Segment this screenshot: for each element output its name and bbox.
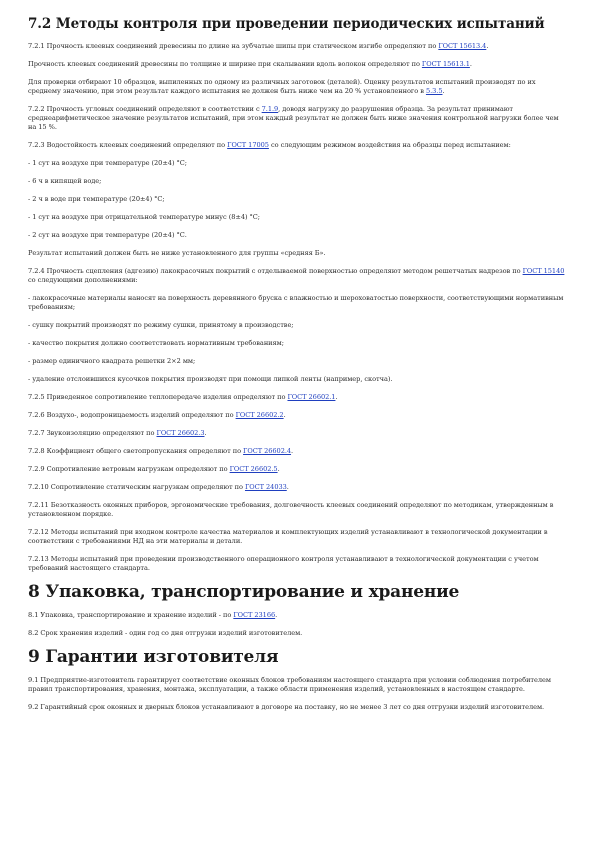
paragraph-text: , доводя нагрузку до разрушения образца. За результат принимают среднеарифметическое значение результатов испытаний, при этом каждый результат не должен быть ниже значения контрольной нагрузки более чем на 15 %.: [28, 105, 559, 131]
standard-reference-link[interactable]: ГОСТ 17005: [227, 141, 269, 149]
paragraph: [28, 339, 568, 348]
paragraph: [28, 249, 568, 258]
paragraph-text: - 2 ч в воде при температуре (20±4) °С;: [28, 195, 165, 203]
paragraph: [28, 141, 568, 150]
paragraph-text: .: [291, 447, 294, 455]
paragraph-text: .: [204, 429, 207, 437]
paragraph-text: 7.2.5 Приведенное сопротивление теплопередаче изделия определяют по: [28, 393, 288, 401]
paragraph: [28, 528, 568, 546]
standard-reference-link[interactable]: ГОСТ 26602.4: [243, 447, 292, 455]
paragraph-text: 7.2.7 Звукоизоляцию определяют по: [28, 429, 157, 437]
paragraph: [28, 267, 568, 285]
paragraph-text: - удаление отслоившихся кусочков покрытия производят при помощи липкой ленты (например, скотча).: [28, 375, 393, 383]
paragraph-text: .: [442, 87, 445, 95]
paragraph: [28, 429, 568, 438]
section-heading-7-2: 7.2 Методы контроля при проведении периодических испытаний: [28, 16, 545, 32]
paragraph: [28, 231, 568, 240]
paragraph-text: .: [283, 411, 286, 419]
paragraph-text: 7.2.11 Безотказность оконных приборов, эргономические требования, долговечность клеевых соединений определяют по методикам, утвержденным в установленном порядке.: [28, 501, 554, 518]
paragraph: [28, 321, 568, 330]
paragraph: [28, 703, 568, 712]
paragraph-text: 7.2.10 Сопротивление статическим нагрузкам определяют по: [28, 483, 245, 491]
standard-reference-link[interactable]: ГОСТ 24033: [244, 483, 287, 491]
standard-reference-link[interactable]: ГОСТ 23166: [233, 611, 276, 619]
paragraph-text: Для проверки отбирают 10 образцов, выпиленных по одному из различных заготовок (деталей). Оценку результатов испытаний производят по их среднему значению, при этом результат каждого испытания не должен быть ниже чем на 20 % установленного в: [28, 78, 536, 95]
paragraph: [28, 555, 568, 573]
paragraph: [28, 105, 568, 132]
paragraph: [28, 447, 568, 456]
paragraph-text: Прочность клеевых соединений древесины по толщине и ширине при скалывании вдоль волокон определяют по: [28, 60, 422, 68]
paragraph-text: - сушку покрытий производят по режиму сушки, принятому в производстве;: [28, 321, 294, 329]
paragraph-text: - лакокрасочные материалы наносят на поверхность деревянного бруска с влажностью и шероховатостью поверхности, соответствующими нормативным требованиям;: [28, 294, 564, 311]
paragraph: [28, 177, 568, 186]
chapter-heading-8: 8 Упаковка, транспортирование и хранение: [28, 582, 460, 602]
paragraph-text: .: [335, 393, 338, 401]
paragraph: [28, 393, 568, 402]
paragraph: [28, 501, 568, 519]
standard-reference-link[interactable]: ГОСТ 26602.2: [235, 411, 284, 419]
paragraph-text: со следующими дополнениями:: [28, 276, 138, 284]
paragraph: [28, 611, 568, 620]
chapter-heading-9: 9 Гарантии изготовителя: [28, 647, 279, 667]
standard-reference-link[interactable]: ГОСТ 15613.1: [421, 60, 470, 68]
standard-reference-link[interactable]: 7.1.9: [261, 105, 279, 113]
paragraph-text: 7.2.2 Прочность угловых соединений определяют в соответствии с: [28, 105, 262, 113]
paragraph: [28, 213, 568, 222]
paragraph-text: 7.2.1 Прочность клеевых соединений древесины по длине на зубчатые шипы при статическом изгибе определяют по: [28, 42, 439, 50]
paragraph-text: Результат испытаний должен быть не ниже установленного для группы «средняя Б».: [28, 249, 326, 257]
paragraph-text: 7.2.3 Водостойкость клеевых соединений определяют по: [28, 141, 228, 149]
standard-reference-link[interactable]: ГОСТ 26602.3: [156, 429, 205, 437]
paragraph: [28, 483, 568, 492]
standard-reference-link[interactable]: ГОСТ 26602.5: [229, 465, 278, 473]
paragraph-text: 9.1 Предприятие-изготовитель гарантирует соответствие оконных блоков требованиям настоящего стандарта при условии соблюдения потребителем правил транспортирования, хранения, монтажа, эксплуатации, а также области применения изделий, установленных в настоящем стандарте.: [28, 676, 551, 693]
standard-reference-link[interactable]: 5.3.5: [425, 87, 443, 95]
paragraph: [28, 159, 568, 168]
standard-reference-link[interactable]: ГОСТ 26602.1: [287, 393, 336, 401]
paragraph: [28, 465, 568, 474]
paragraph-text: 7.2.13 Методы испытаний при проведении производственного операционного контроля устанавливают в технологической документации с учетом требований настоящего стандарта.: [28, 555, 539, 572]
paragraph: [28, 676, 568, 694]
paragraph-text: .: [277, 465, 280, 473]
standard-reference-link[interactable]: ГОСТ 15613.4: [438, 42, 487, 50]
standard-reference-link[interactable]: ГОСТ 15140: [522, 267, 565, 275]
paragraph-text: 8.1 Упаковка, транспортирование и хранение изделий - по: [28, 611, 234, 619]
paragraph: [28, 60, 568, 69]
paragraph-text: - 6 ч в кипящей воде;: [28, 177, 102, 185]
paragraph-text: - качество покрытия должно соответствовать нормативным требованиям;: [28, 339, 284, 347]
paragraph-text: 7.2.4 Прочность сцепления (адгезию) лакокрасочных покрытий с отделываемой поверхностью определяют методом решетчатых надрезов по: [28, 267, 523, 275]
paragraph-text: .: [486, 42, 489, 50]
paragraph: [28, 629, 568, 638]
paragraph-text: .: [469, 60, 472, 68]
paragraph: [28, 294, 568, 312]
paragraph-text: 7.2.12 Методы испытаний при входном контроле качества материалов и комплектующих изделий устанавливают в технологической документации в соответствии с требованиями НД на эти материалы и детали.: [28, 528, 548, 545]
paragraph-text: 9.2 Гарантийный срок оконных и дверных блоков устанавливают в договоре на поставку, но не менее 3 лет со дня отгрузки изделий изготовителем.: [28, 703, 545, 711]
paragraph-text: - 1 сут на воздухе при отрицательной температуре минус (8±4) °С;: [28, 213, 260, 221]
paragraph-text: - 1 сут на воздухе при температуре (20±4) °С;: [28, 159, 187, 167]
paragraph-text: - размер единичного квадрата решетки 2×2 мм;: [28, 357, 196, 365]
paragraph-text: .: [275, 611, 278, 619]
paragraph-text: 7.2.9 Сопротивление ветровым нагрузкам определяют по: [28, 465, 230, 473]
paragraph: [28, 195, 568, 204]
section-7-2-body: [28, 42, 568, 573]
document-page: [28, 10, 568, 721]
paragraph: [28, 42, 568, 51]
paragraph-text: .: [286, 483, 289, 491]
paragraph-text: 8.2 Срок хранения изделий - один год со дня отгрузки изделий изготовителем.: [28, 629, 303, 637]
paragraph: [28, 357, 568, 366]
paragraph: [28, 375, 568, 384]
section-9-body: [28, 676, 568, 712]
paragraph: [28, 411, 568, 420]
paragraph-text: - 2 сут на воздухе при температуре (20±4) °С.: [28, 231, 187, 239]
paragraph-text: 7.2.8 Коэффициент общего светопропускания определяют по: [28, 447, 244, 455]
paragraph-text: со следующим режимом воздействия на образцы перед испытанием:: [268, 141, 511, 149]
section-8-body: [28, 611, 568, 638]
paragraph-text: 7.2.6 Воздухо-, водопроницаемость изделий определяют по: [28, 411, 236, 419]
paragraph: [28, 78, 568, 96]
